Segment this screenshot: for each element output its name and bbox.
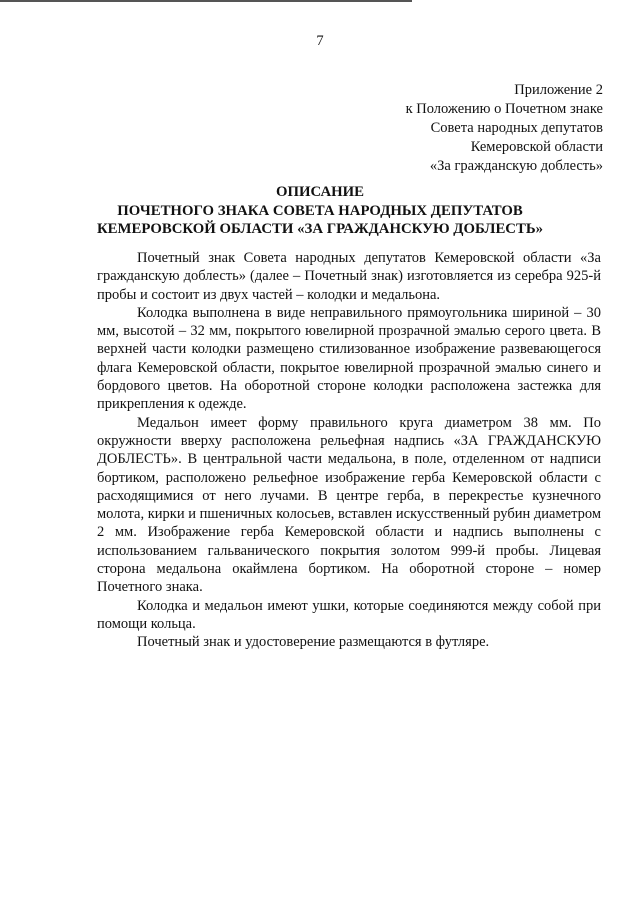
- title-line: КЕМЕРОВСКОЙ ОБЛАСТИ «ЗА ГРАЖДАНСКУЮ ДОБЛЕСТЬ»: [96, 221, 544, 237]
- paragraph: Колодка выполнена в виде неправильного прямоугольника шириной – 30 мм, высотой – 32 мм, покрытого ювелирной прозрачной эмалью серого цвета. В верхней части колодки размещено стилизованное изображение развевающегося флага Кемеровской области, покрытое ювелирной прозрачной эмалью синего и бордового цветов. На оборотной стороне колодки расположена застежка для прикрепления к одежде.: [97, 304, 601, 413]
- appendix-line: к Положению о Почетном знаке: [405, 101, 603, 117]
- appendix-line: «За гражданскую доблесть»: [429, 158, 603, 174]
- title-line: ОПИСАНИЕ: [275, 184, 365, 200]
- appendix-line: Кемеровской области: [470, 139, 603, 155]
- paragraph: Колодка и медальон имеют ушки, которые соединяются между собой при помощи кольца.: [97, 597, 601, 632]
- appendix-line: Совета народных депутатов: [430, 120, 603, 136]
- appendix-line: Приложение 2: [514, 82, 603, 98]
- paragraph: Почетный знак Совета народных депутатов Кемеровской области «За гражданскую доблесть» (далее – Почетный знак) изготовляется из серебра 925-й пробы и состоит из двух частей – колодки и медальона.: [97, 250, 601, 303]
- document-title: [40, 183, 600, 239]
- page-number: 7: [316, 33, 324, 49]
- scan-top-rule: [0, 0, 412, 2]
- paragraph: Почетный знак и удостоверение размещаются в футляре.: [137, 634, 490, 651]
- paragraph: Медальон имеет форму правильного круга диаметром 38 мм. По окружности вверху расположена рельефная надпись «ЗА ГРАЖДАНСКУЮ ДОБЛЕСТЬ». В центральной части медальона, в поле, отделенном от надписи бортиком, расположено рельефное изображение герба Кемеровской области с расходящимися от него лучами. В центре герба, в перекрестье кузнечного молота, кирки и пшеничных колосьев, вставлен искусственный рубин диаметром 2 мм. Изображение герба Кемеровской области и надпись выполнены с использованием гальванического покрытия золотом 999-й пробы. Лицевая сторона медальона окаймлена бортиком. На оборотной стороне – номер Почетного знака.: [97, 414, 601, 596]
- appendix-header: [303, 81, 603, 176]
- document-body: [97, 249, 601, 652]
- title-line: ПОЧЕТНОГО ЗНАКА СОВЕТА НАРОДНЫХ ДЕПУТАТОВ: [117, 202, 523, 219]
